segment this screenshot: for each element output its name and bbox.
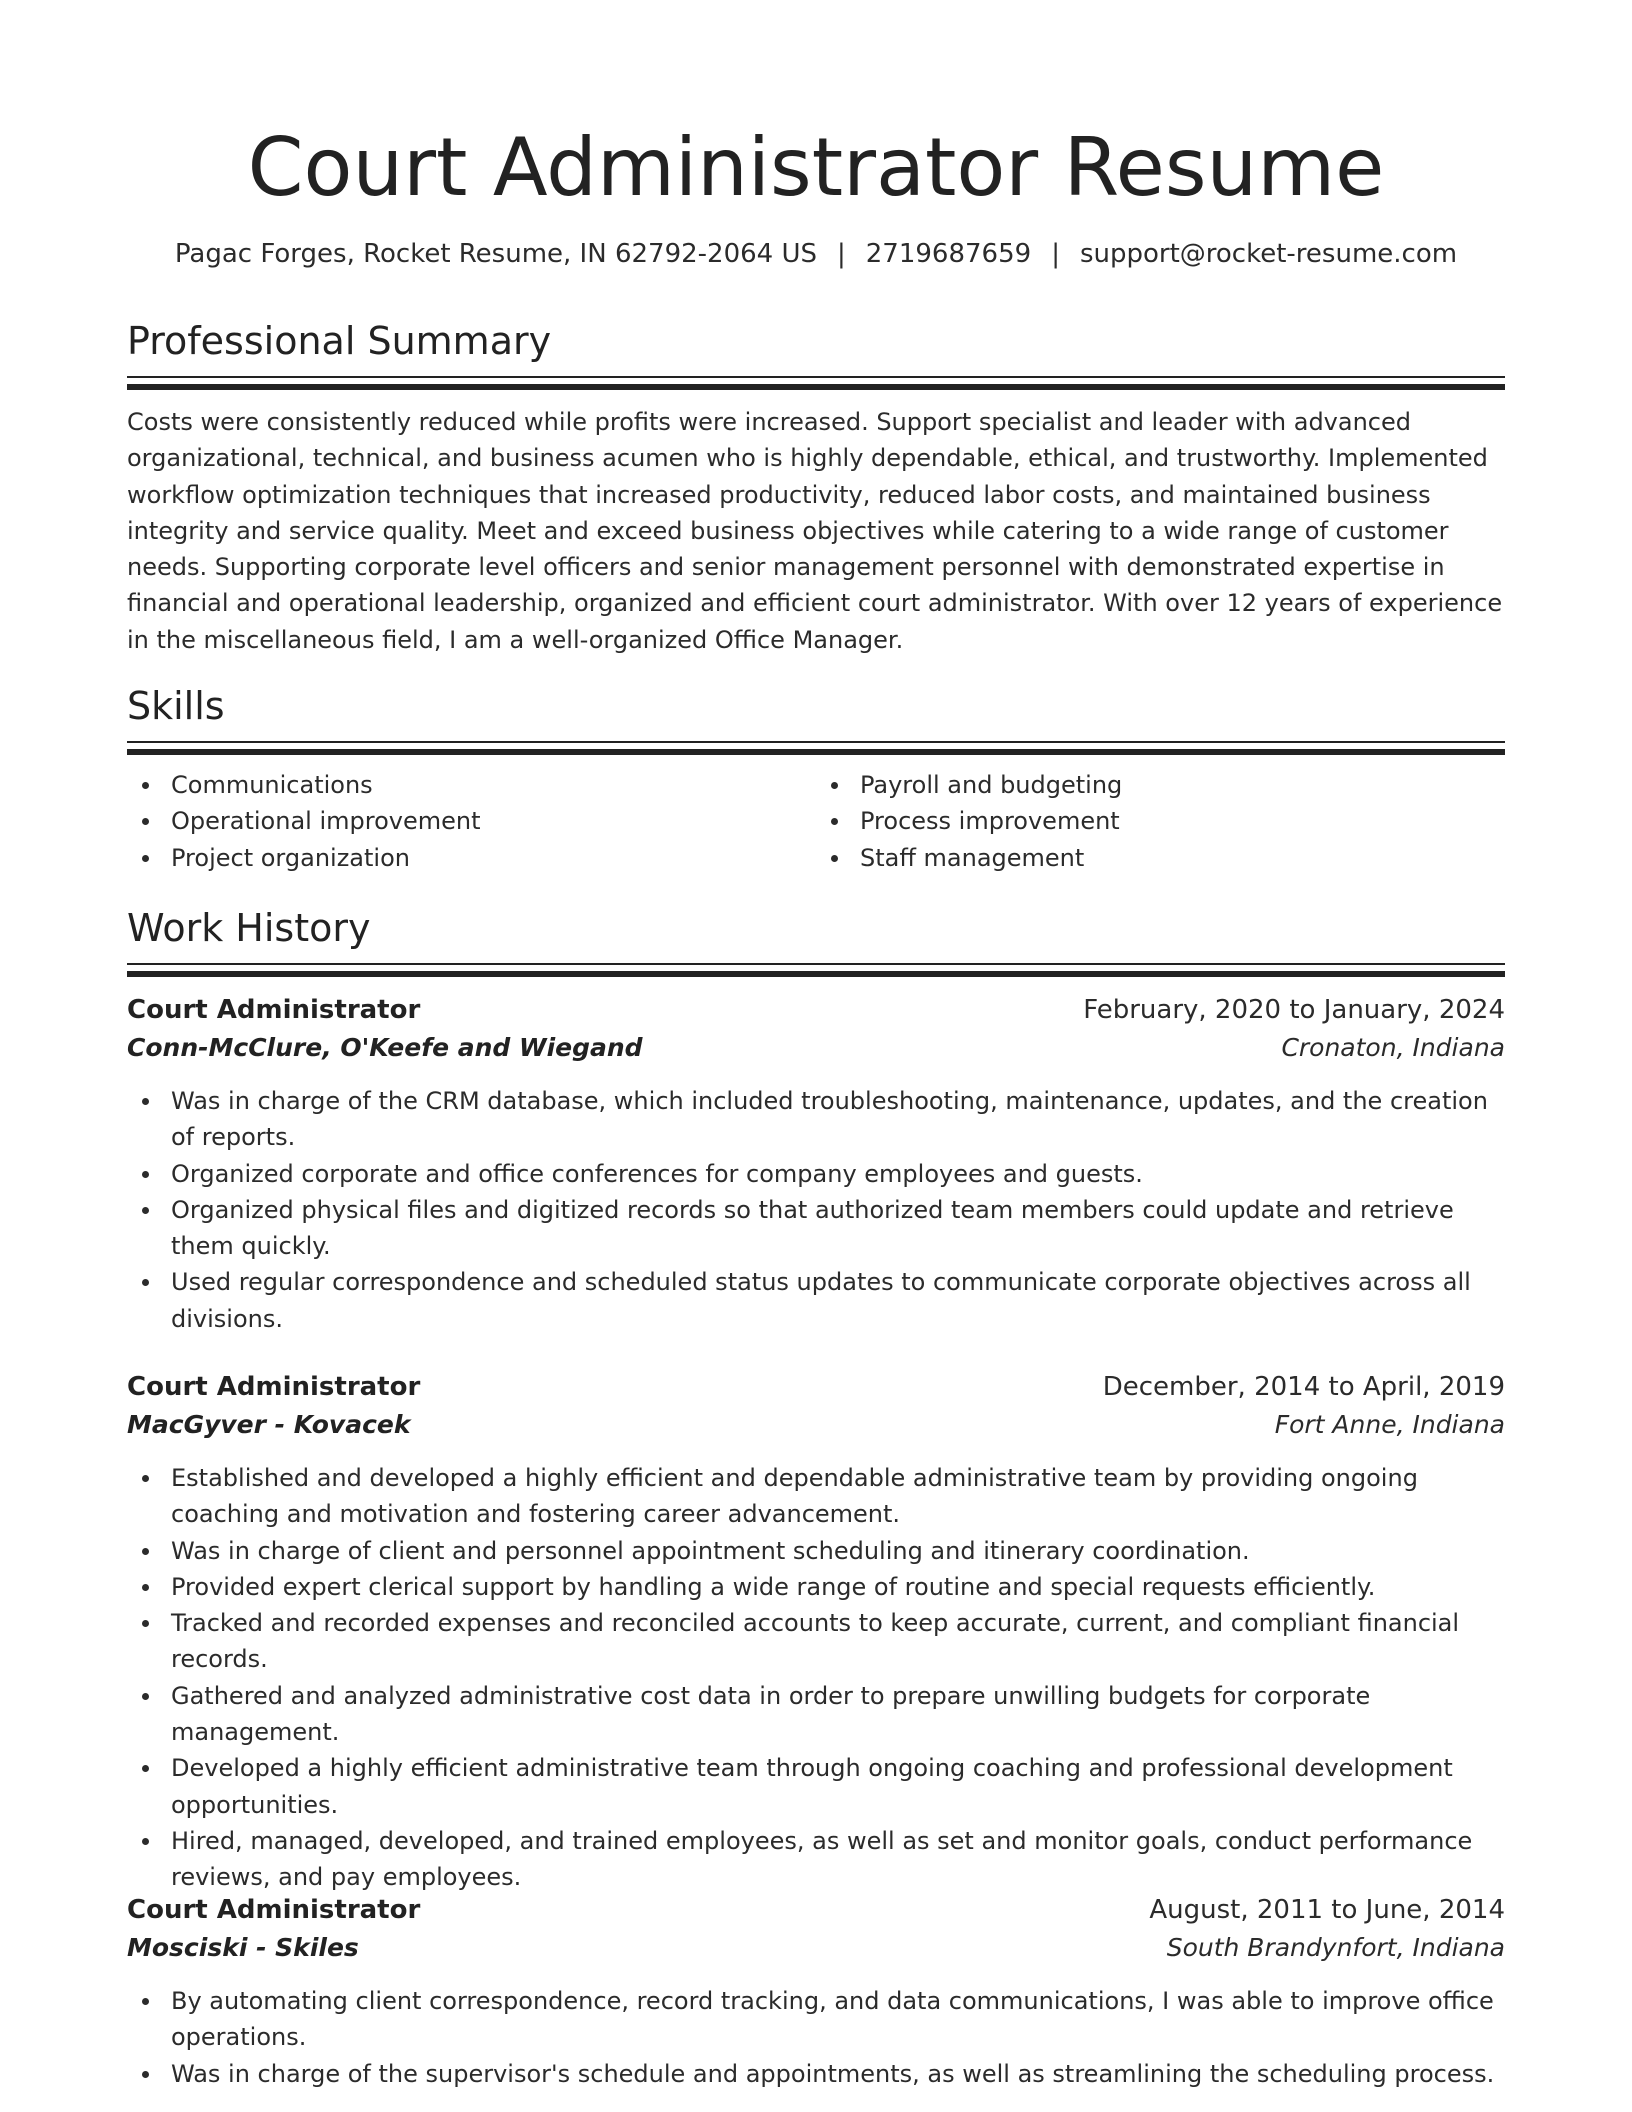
contact-email: support@rocket-resume.com: [1079, 239, 1458, 269]
job-header: [127, 1891, 1505, 1929]
skill-item: Payroll and budgeting: [816, 767, 1505, 803]
job-location: Cronaton, Indiana: [1281, 1033, 1505, 1062]
skill-item: Project organization: [127, 840, 816, 876]
summary-section: [127, 316, 1505, 658]
job-dates: February, 2020 to January, 2024: [1083, 995, 1505, 1025]
job-bullet: Tracked and recorded expenses and reconciled accounts to keep accurate, current, and compliant financial records.: [127, 1605, 1505, 1678]
job-company: Conn-McClure, O'Keefe and Wiegand: [127, 1033, 643, 1062]
page-title: Court Administrator Resume: [247, 121, 1385, 214]
job-location: South Brandynfort, Indiana: [1166, 1933, 1505, 1962]
skill-item: Process improvement: [816, 803, 1505, 839]
skills-column-right: [816, 767, 1505, 876]
job-bullet: Organized corporate and office conferences for company employees and guests.: [127, 1156, 1505, 1192]
job-bullets: [127, 1983, 1505, 2092]
job-dates: December, 2014 to April, 2019: [1102, 1372, 1505, 1402]
job-title: Court Administrator: [127, 1895, 421, 1925]
job-title: Court Administrator: [127, 1372, 421, 1402]
contact-address: Pagac Forges, Rocket Resume, IN 62792-2064 US: [174, 239, 817, 269]
job-bullet: Provided expert clerical support by handling a wide range of routine and special requests efficiently.: [127, 1569, 1505, 1605]
job-bullets: [127, 1083, 1505, 1337]
job-title: Court Administrator: [127, 995, 421, 1025]
job-company: Mosciski - Skiles: [127, 1933, 359, 1962]
contact-line: [0, 236, 1632, 272]
skills-column-left: [127, 767, 816, 876]
job-subheader: [127, 1029, 1505, 1067]
skills-heading: Skills: [127, 684, 225, 728]
job-company: MacGyver - Kovacek: [127, 1410, 411, 1439]
job-bullets: [127, 1460, 1505, 1896]
skills-grid: [127, 767, 1505, 876]
job-header: [127, 991, 1505, 1029]
job-location: Fort Anne, Indiana: [1274, 1410, 1505, 1439]
section-divider: [127, 741, 1505, 743]
job-subheader: [127, 1406, 1505, 1444]
section-divider: [127, 749, 1505, 755]
job-entry: [127, 991, 1505, 1337]
summary-text: Costs were consistently reduced while profits were increased. Support specialist and leader with advanced organizational, technical, and business acumen who is highly dependable, ethical, and trustworthy. Implemented workflow optimization techniques that increased productivity, reduced labor costs, and maintained business integrity and service quality. Meet and exceed business objectives while catering to a wide range of customer needs. Supporting corporate level officers and senior management personnel with demonstrated expertise in financial and operational leadership, organized and efficient court administrator. With over 12 years of experience in the miscellaneous field, I am a well-organized Office Manager.: [127, 408, 1503, 654]
skill-item: Communications: [127, 767, 816, 803]
job-bullet: By automating client correspondence, record tracking, and data communications, I was able to improve office operations.: [127, 1983, 1505, 2056]
contact-separator: |: [837, 239, 846, 269]
job-bullet: Organized physical files and digitized records so that authorized team members could update and retrieve them quickly.: [127, 1192, 1505, 1265]
job-header: [127, 1368, 1505, 1406]
job-bullet: Was in charge of the CRM database, which included troubleshooting, maintenance, updates, and the creation of reports.: [127, 1083, 1505, 1156]
job-bullet: Established and developed a highly efficient and dependable administrative team by providing ongoing coaching and motivation and fostering career advancement.: [127, 1460, 1505, 1533]
section-divider: [127, 971, 1505, 977]
job-bullet: Was in charge of client and personnel appointment scheduling and itinerary coordination.: [127, 1533, 1505, 1569]
job-bullet: Used regular correspondence and scheduled status updates to communicate corporate objectives across all divisions.: [127, 1264, 1505, 1337]
job-bullet: Hired, managed, developed, and trained employees, as well as set and monitor goals, conduct performance reviews, and pay employees.: [127, 1823, 1505, 1896]
skills-section: [127, 681, 1505, 876]
job-entry: [127, 1368, 1505, 1896]
job-bullet: Was in charge of the supervisor's schedule and appointments, as well as streamlining the scheduling process.: [127, 2056, 1505, 2092]
contact-separator: |: [1051, 239, 1060, 269]
contact-phone: 2719687659: [865, 239, 1032, 269]
section-divider: [127, 376, 1505, 378]
work-history-heading: Work History: [127, 906, 371, 950]
summary-heading: Professional Summary: [127, 319, 552, 363]
job-bullet: Developed a highly efficient administrative team through ongoing coaching and professional development opportunities.: [127, 1750, 1505, 1823]
section-divider: [127, 963, 1505, 965]
work-history-section: [127, 903, 1505, 977]
job-subheader: [127, 1929, 1505, 1967]
section-divider: [127, 384, 1505, 390]
job-entry: [127, 1891, 1505, 2092]
job-bullet: Gathered and analyzed administrative cost data in order to prepare unwilling budgets for corporate management.: [127, 1678, 1505, 1751]
skill-item: Staff management: [816, 840, 1505, 876]
skill-item: Operational improvement: [127, 803, 816, 839]
job-dates: August, 2011 to June, 2014: [1149, 1895, 1505, 1925]
